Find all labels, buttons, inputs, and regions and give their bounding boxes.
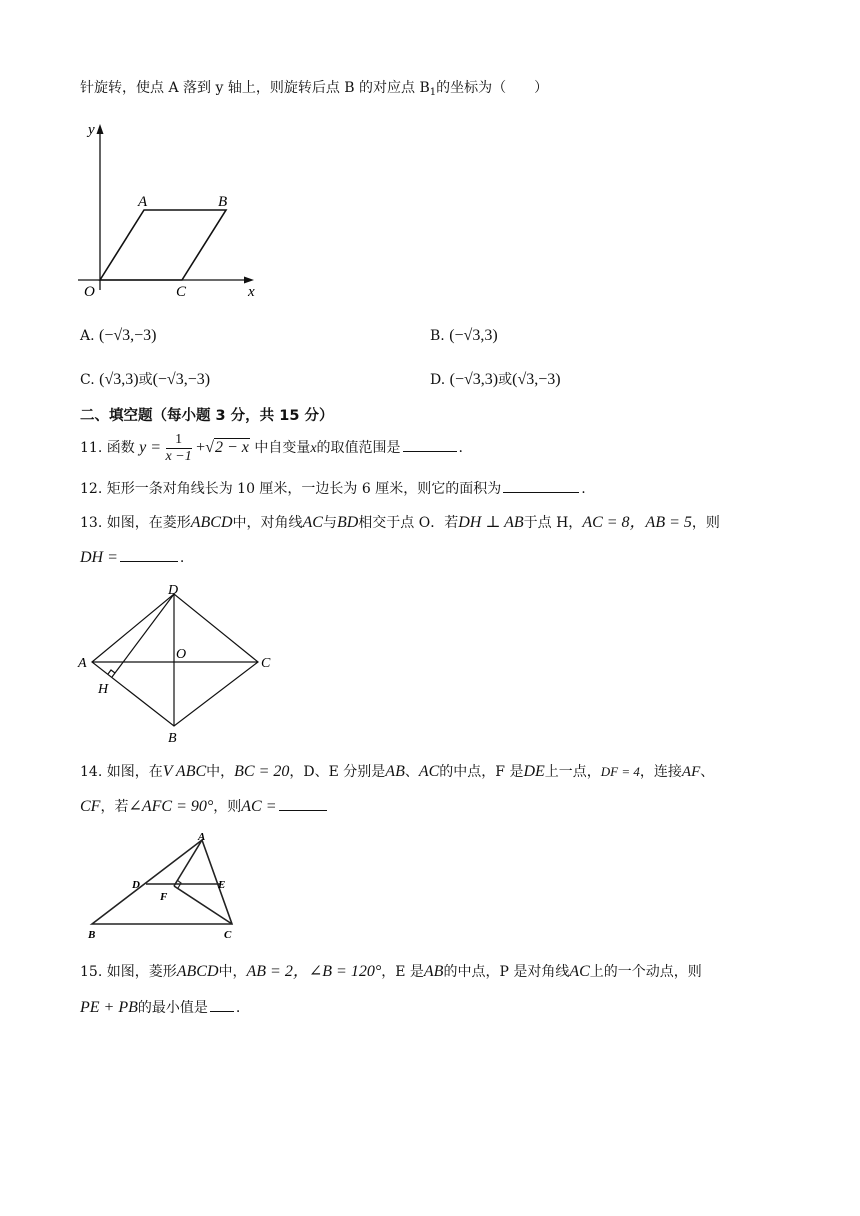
option-C [80, 369, 210, 391]
label-F: F [160, 891, 168, 903]
q13-figure [72, 580, 282, 748]
parallelogram-OABC [100, 210, 226, 280]
q14-AC-eq: AC = [241, 798, 277, 815]
q10-stem-text: 针旋转，使点 A 落到 y 轴上，则旋转后点 B 的对应点 B [80, 80, 430, 96]
label-O: O [84, 284, 95, 300]
q15-AB: AB [423, 963, 444, 980]
x-axis-arrow [244, 277, 254, 284]
q14-BC20: BC = 20 [234, 763, 290, 780]
q13-BD: BD [336, 514, 359, 531]
q15-ABCD: ABCD [176, 963, 219, 980]
q13-line2 [80, 547, 184, 568]
q14-l1e: ，连接 [639, 764, 682, 780]
q10-stem-sub: 1 [429, 87, 437, 98]
q13-l1b: 中，对角线 [232, 515, 303, 531]
label-D: D [168, 583, 179, 598]
option-A-label: A. [80, 328, 95, 344]
option-B-text: (−√3,3) [449, 327, 498, 344]
q11-frac-den: x −1 [165, 448, 192, 464]
option-C-text1: (√3,3) [99, 371, 139, 388]
q11-var: x [310, 441, 317, 456]
q13-line1 [80, 513, 720, 533]
q15-l2: 的最小值是 [137, 1000, 208, 1016]
q14-l2b: ，则 [213, 799, 242, 815]
option-B [430, 325, 498, 347]
q13-DH-eq: DH = [80, 549, 118, 566]
q10-stem [80, 78, 548, 103]
q13-answer-blank[interactable] [120, 547, 178, 562]
triangle-ABC [92, 840, 232, 924]
q13-AC: AC [302, 514, 323, 531]
q14-l1a: 14. 如图，在 [80, 764, 163, 780]
q14-line1 [80, 762, 714, 782]
q14-AB: AB [385, 763, 405, 780]
q15-answer-blank[interactable] [210, 997, 234, 1012]
option-A-text: (−√3,−3) [99, 327, 157, 344]
q11-post2: 的取值范围是 [316, 440, 401, 456]
label-B: B [88, 929, 96, 941]
label-C: C [261, 656, 271, 671]
label-O: O [176, 647, 187, 662]
q14-answer-blank[interactable] [279, 796, 327, 811]
option-D-text1: (−√3,3) [449, 371, 499, 388]
q14-l1c: 的中点，F 是 [439, 764, 524, 780]
q11-frac-num: 1 [166, 432, 192, 449]
label-C: C [176, 284, 187, 300]
q12-text: 12. 矩形一条对角线长为 10 厘米，一边长为 6 厘米，则它的面积为 [80, 481, 502, 497]
q13-AC8: AC = 8，AB = 5 [582, 514, 692, 531]
q11-fraction [166, 432, 192, 465]
option-D [430, 369, 561, 391]
q14-zhong: 中， [206, 764, 235, 780]
q14-tri: V ABC [162, 763, 207, 780]
q14-AF: AF [681, 764, 701, 780]
segment-DH [112, 594, 174, 677]
q14-line2 [80, 796, 329, 817]
y-axis-arrow [97, 124, 104, 134]
q13-l1c: 相交于点 O．若 [358, 515, 459, 531]
q14-dun2: 、 [700, 764, 715, 780]
segment-AF [174, 840, 202, 886]
q11-answer-blank[interactable] [403, 437, 457, 452]
q15-expr: PE + PB [80, 999, 138, 1016]
option-C-text2: (−√3,−3) [152, 371, 211, 388]
q15-zhong: 中， [218, 964, 247, 980]
q10-figure [78, 118, 268, 303]
q13-yu: 与 [322, 515, 337, 531]
option-D-text2: (√3,−3) [512, 371, 561, 388]
q13-ze: ，则 [691, 515, 720, 531]
q14-figure [80, 830, 260, 942]
q11-pre: 函数 [106, 440, 135, 456]
q14-DE: DE [523, 763, 545, 780]
q14-AC: AC [418, 763, 440, 780]
label-y: y [88, 122, 95, 138]
q15-l1c: 的中点，P 是对角线 [443, 964, 570, 980]
q11 [80, 431, 463, 466]
q12-end: . [581, 481, 586, 497]
q13-l1a: 13. 如图，在菱形 [80, 515, 191, 531]
q14-DF4: DF = 4 [600, 764, 640, 779]
q14-l1d: 上一点， [544, 764, 601, 780]
q11-y: y = [139, 439, 162, 456]
option-B-label: B. [430, 328, 445, 344]
q15-l1b: ，E 是 [381, 964, 424, 980]
q13-end: . [179, 550, 185, 566]
q15-cond: AB = 2，∠B = 120° [246, 963, 382, 980]
q15-l1d: 上的一个动点，则 [589, 964, 702, 980]
q11-end: . [458, 440, 463, 456]
q14-l1b: ，D、E 分别是 [289, 764, 386, 780]
q12 [80, 478, 586, 499]
label-D: D [132, 879, 140, 891]
q11-radical-icon: √ [205, 439, 214, 456]
q11-num: 11. [80, 440, 103, 456]
q11-sqrt: 2 − x [214, 439, 249, 456]
label-H: H [98, 682, 109, 697]
q15-end: . [235, 1000, 241, 1016]
q15-l1a: 15. 如图，菱形 [80, 964, 177, 980]
q13-ABCD: ABCD [190, 514, 233, 531]
label-A: A [138, 194, 148, 210]
q11-post: 中自变量 [254, 440, 311, 456]
option-D-or: 或 [498, 372, 513, 388]
q10-stem-tail: 的坐标为（ ） [436, 80, 549, 96]
q13-l1d: 于点 H， [523, 515, 583, 531]
option-C-label: C. [80, 372, 95, 388]
q11-plus: + [196, 439, 206, 456]
q14-CF: CF [80, 798, 101, 815]
label-E: E [218, 879, 226, 891]
q15-line1 [80, 962, 702, 982]
label-B: B [168, 731, 177, 746]
option-D-label: D. [430, 372, 446, 388]
segment-CF [174, 886, 232, 924]
q13-DH-perp-AB: DH ⊥ AB [458, 514, 524, 531]
label-x: x [248, 284, 255, 300]
section-2-title: 二、填空题（每小题 3 分，共 15 分） [80, 408, 334, 424]
q12-answer-blank[interactable] [503, 478, 579, 493]
q14-angle: ∠AFC = 90° [128, 798, 214, 815]
option-A [80, 325, 157, 347]
option-C-or: 或 [138, 372, 153, 388]
rhombus-ABCD [92, 594, 258, 726]
q15-line2 [80, 997, 240, 1018]
label-C: C [224, 929, 232, 941]
q14-dun: 、 [404, 764, 419, 780]
q15-AC: AC [569, 963, 590, 980]
label-A: A [78, 656, 87, 671]
label-B: B [218, 194, 228, 210]
label-A: A [198, 831, 206, 843]
q14-l2a: ，若 [100, 799, 129, 815]
